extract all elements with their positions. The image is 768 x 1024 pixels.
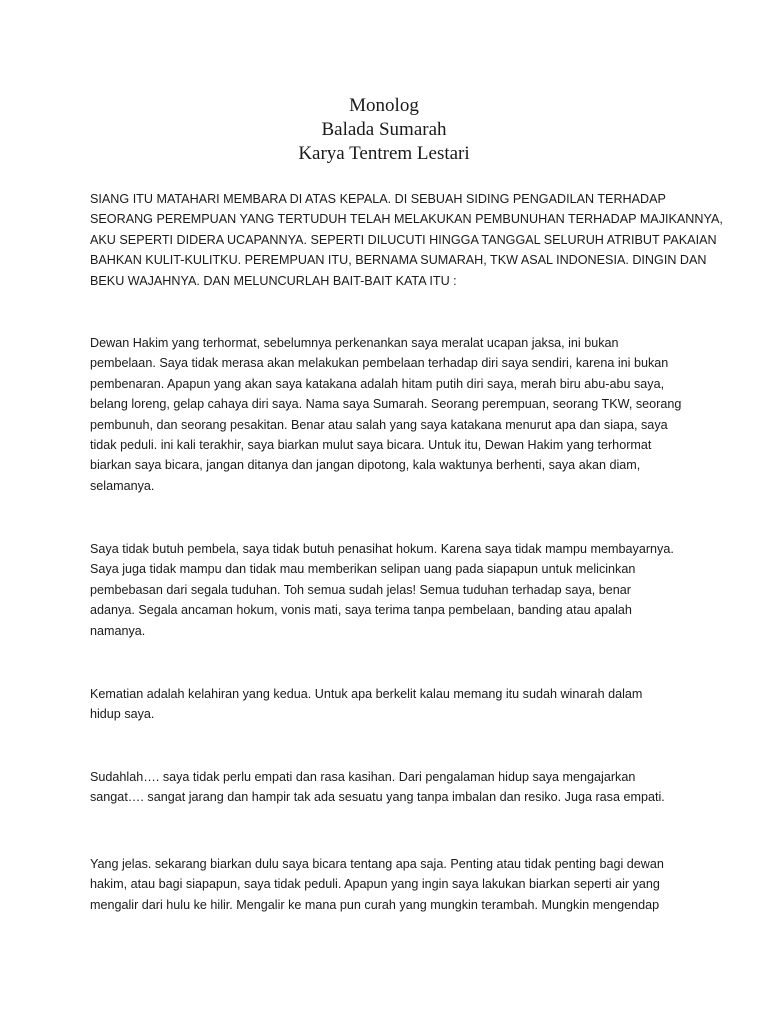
text-line: biarkan saya bicara, jangan ditanya dan jangan dipotong, kala waktunya berhenti, saya akan diam, bbox=[90, 458, 641, 473]
text-line: SIANG ITU MATAHARI MEMBARA DI ATAS KEPALA. DI SEBUAH SIDING PENGADILAN TERHADAP bbox=[90, 192, 666, 206]
intro-paragraph bbox=[90, 189, 723, 291]
paragraph-5 bbox=[90, 854, 690, 915]
text-line: selamanya. bbox=[90, 478, 155, 493]
text-line: pembebasan dari segala tuduhan. Toh semua sudah jelas! Semua tuduhan terhadap saya, benar bbox=[90, 582, 631, 597]
text-line: belang loreng, gelap cahaya diri saya. Nama saya Sumarah. Seorang perempuan, seorang TKW, seorang bbox=[90, 397, 682, 412]
text-line: namanya. bbox=[90, 623, 146, 638]
text-line: BEKU WAJAHNYA. DAN MELUNCURLAH BAIT-BAIT KATA ITU : bbox=[90, 273, 457, 288]
text-line: adanya. Segala ancaman hokum, vonis mati, saya terima tanpa pembelaan, banding atau apalah bbox=[90, 603, 632, 618]
text-line: AKU SEPERTI DIDERA UCAPANNYA. SEPERTI DILUCUTI HINGGA TANGGAL SELURUH ATRIBUT PAKAIAN bbox=[90, 232, 717, 247]
text-line: Kematian adalah kelahiran yang kedua. Untuk apa berkelit kalau memang itu sudah winarah dalam bbox=[90, 687, 643, 701]
text-line: Dewan Hakim yang terhormat, sebelumnya perkenankan saya meralat ucapan jaksa, ini bukan bbox=[90, 336, 619, 350]
text-line: SEORANG PEREMPUAN YANG TERTUDUH TELAH MELAKUKAN PEMBUNUHAN TERHADAP MAJIKANNYA, bbox=[90, 212, 723, 227]
text-line: hakim, atau bagi siapapun, saya tidak peduli. Apapun yang ingin saya lakukan biarkan seperti air yang bbox=[90, 877, 660, 892]
paragraph-2 bbox=[90, 539, 690, 641]
text-line: BAHKAN KULIT-KULITKU. PEREMPUAN ITU, BERNAMA SUMARAH, TKW ASAL INDONESIA. DINGIN DAN bbox=[90, 253, 707, 268]
text-line: Saya tidak butuh pembela, saya tidak butuh penasihat hokum. Karena saya tidak mampu membayarnya. bbox=[90, 542, 674, 556]
text-line: sangat…. sangat jarang dan hampir tak ada sesuatu yang tanpa imbalan dan resiko. Juga rasa empati. bbox=[90, 790, 665, 805]
title-line-author: Karya Tentrem Lestari bbox=[298, 143, 470, 164]
document-title bbox=[0, 94, 768, 166]
text-line: pembunuh, dan seorang pesakitan. Benar atau salah yang saya katakana menurut apa dan siapa, saya bbox=[90, 417, 668, 432]
title-line-genre: Monolog bbox=[349, 95, 419, 116]
paragraph-1 bbox=[90, 333, 690, 496]
text-line: tidak peduli. ini kali terakhir, saya biarkan mulut saya bicara. Untuk itu, Dewan Hakim yang terhormat bbox=[90, 438, 652, 453]
text-line: Saya juga tidak mampu dan tidak mau memberikan selipan uang pada siapapun untuk melicinkan bbox=[90, 562, 636, 577]
text-line: hidup saya. bbox=[90, 707, 155, 722]
text-line: pembelaan. Saya tidak merasa akan melakukan pembelaan terhadap diri saya sendiri, karena ini bukan bbox=[90, 356, 669, 371]
text-line: mengalir dari hulu ke hilir. Mengalir ke mana pun curah yang mungkin terambah. Mungkin mengendap bbox=[90, 897, 660, 912]
paragraph-3 bbox=[90, 684, 690, 725]
title-line-name: Balada Sumarah bbox=[321, 119, 447, 140]
text-line: Sudahlah…. saya tidak perlu empati dan rasa kasihan. Dari pengalaman hidup saya mengajarkan bbox=[90, 770, 636, 784]
text-line: Yang jelas. sekarang biarkan dulu saya bicara tentang apa saja. Penting atau tidak penting bagi dewan bbox=[90, 857, 664, 871]
text-line: pembenaran. Apapun yang akan saya katakana adalah hitam putih diri saya, merah biru abu-abu saya, bbox=[90, 376, 665, 391]
paragraph-4 bbox=[90, 767, 690, 808]
